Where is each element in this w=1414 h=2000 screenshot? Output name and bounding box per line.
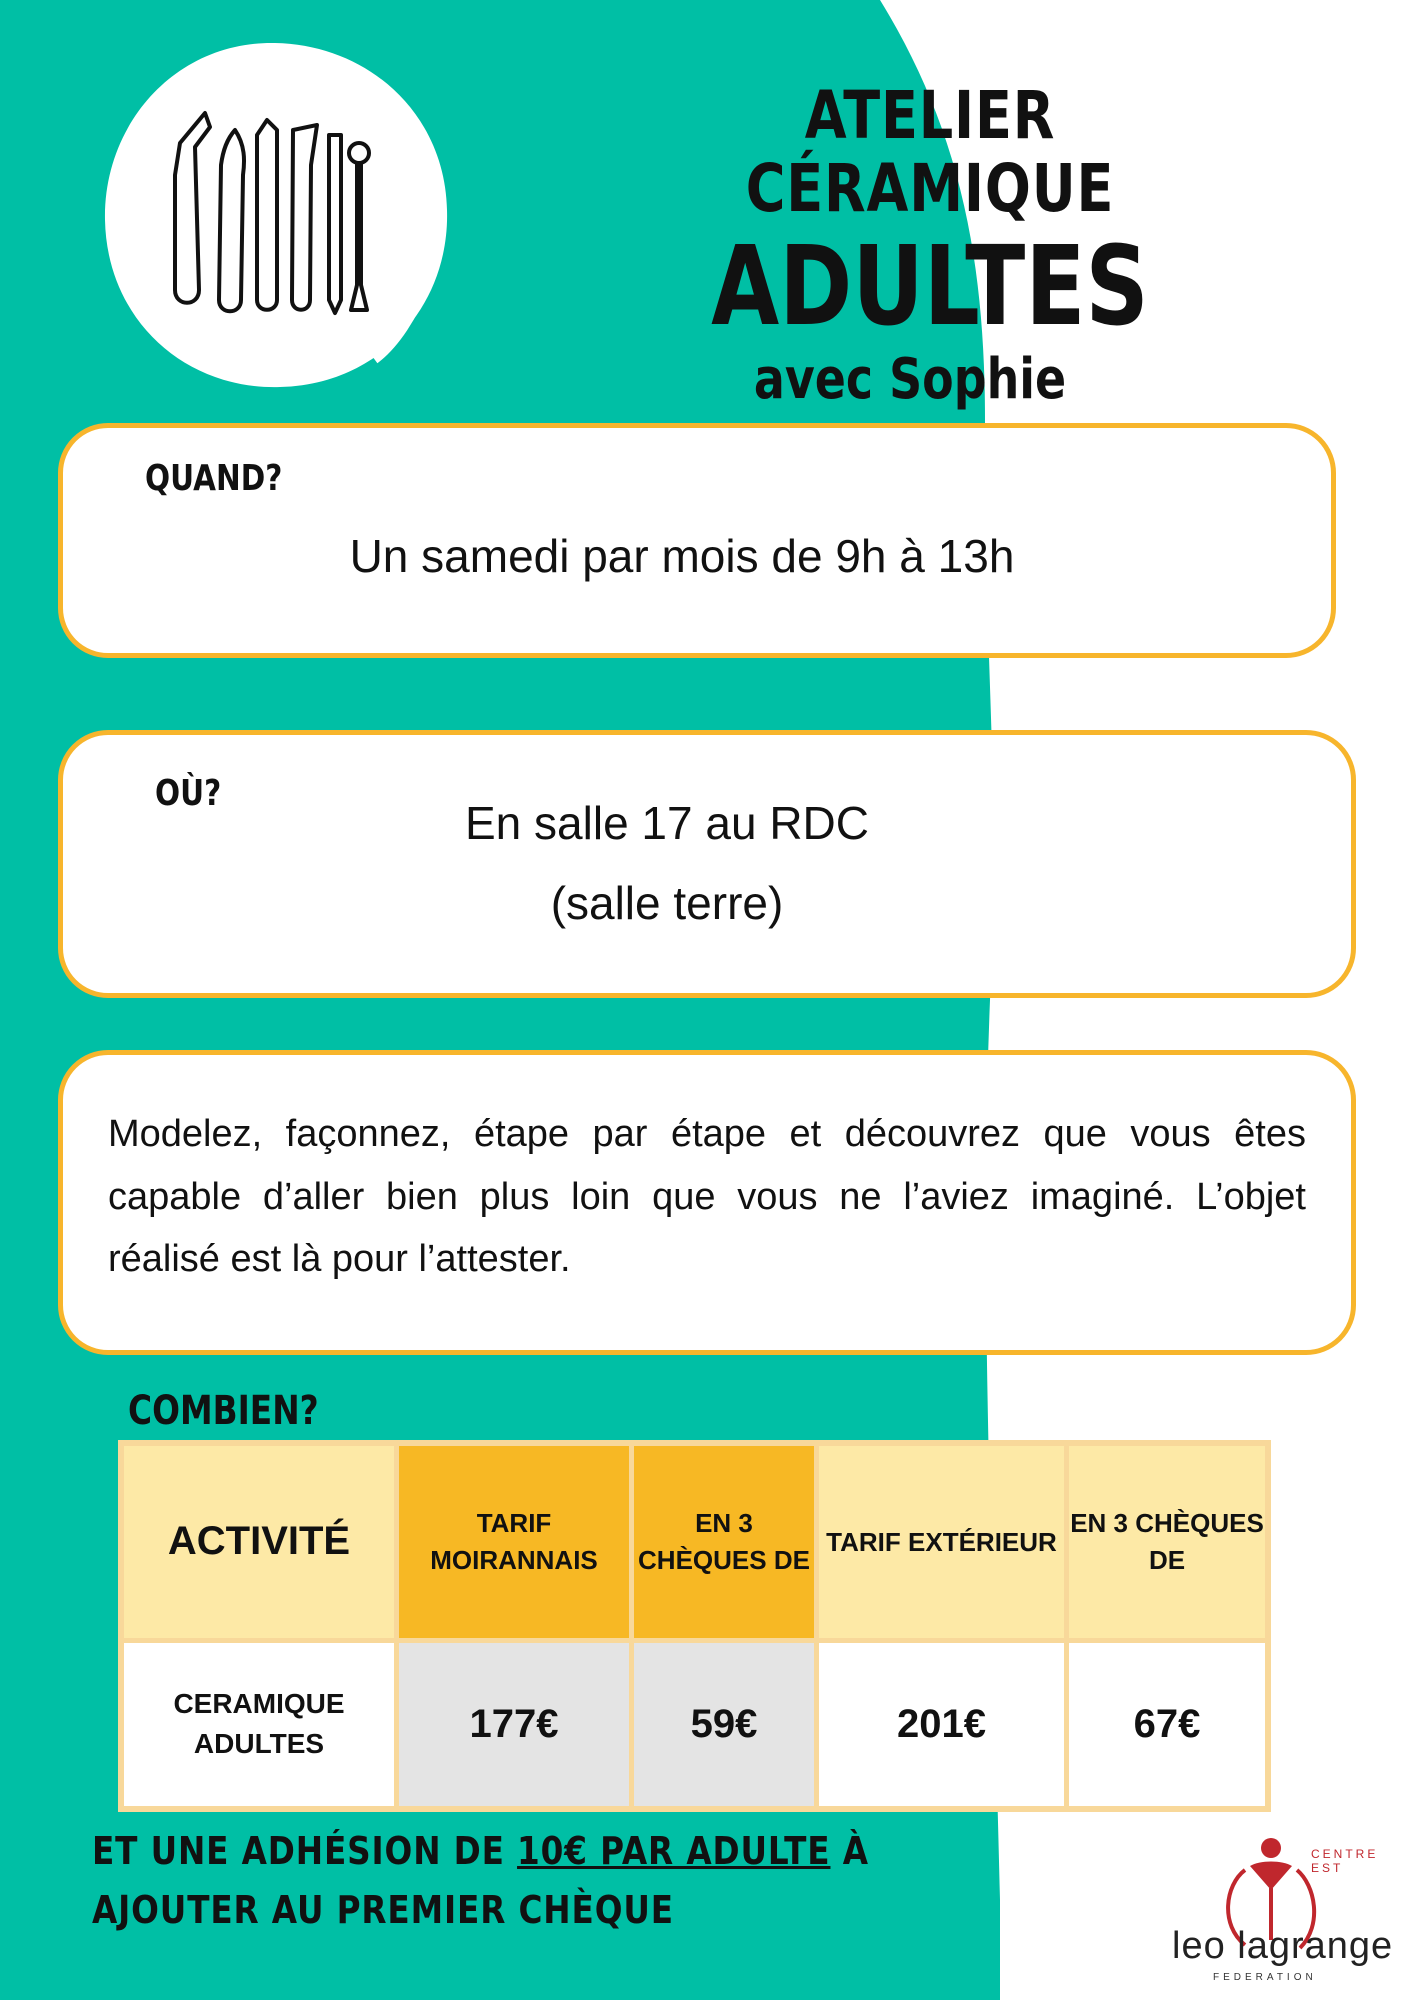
title-adultes: ADULTES: [711, 222, 1149, 351]
cell-tarif-moirannais: 177€: [397, 1640, 632, 1809]
title-avec-sophie: avec Sophie: [753, 346, 1067, 412]
header-cheques-exterieur: EN 3 CHÈQUES DE: [1067, 1443, 1269, 1640]
title-block: [560, 77, 1300, 412]
description-text: Modelez, façonnez, étape par étape et découvrez que vous êtes capable d’aller bien plus loin que vous ne l’aviez imaginé. L’objet réalisé est là pour l’attester.: [108, 1113, 1306, 1281]
header-activite: ACTIVITÉ: [121, 1443, 397, 1640]
when-label: QUAND?: [145, 458, 283, 499]
when-text: Un samedi par mois de 9h à 13h: [349, 530, 1015, 582]
title-atelier-ceramique: ATELIER CÉRAMIQUE: [745, 77, 1115, 227]
table-row: [121, 1640, 1268, 1809]
membership-note-part1: ET UNE ADHÉSION DE: [92, 1829, 518, 1873]
pricing-label: COMBIEN?: [128, 1388, 319, 1434]
cell-tarif-exterieur: 201€: [817, 1640, 1067, 1809]
header-cheques-moirannais: EN 3 CHÈQUES DE: [632, 1443, 817, 1640]
table-header-row: [121, 1443, 1268, 1640]
where-label: OÙ?: [155, 773, 222, 814]
where-line2: (salle terre): [550, 877, 784, 929]
cell-activity: CERAMIQUE ADULTES: [121, 1640, 397, 1809]
cell-cheques-moirannais: 59€: [632, 1640, 817, 1809]
pricing-table: [118, 1440, 1271, 1812]
where-line1: En salle 17 au RDC: [465, 797, 869, 849]
logo-region: CENTRE EST: [1311, 1847, 1379, 1875]
membership-note-underlined: 10€ PAR ADULTE: [517, 1829, 831, 1873]
description-card: [58, 1050, 1356, 1355]
when-card: [58, 423, 1336, 658]
membership-note-part2: À AJOUTER AU PREMIER CHÈQUE: [92, 1829, 869, 1932]
pottery-tools-icon: [95, 35, 455, 395]
cell-cheques-exterieur: 67€: [1067, 1640, 1269, 1809]
where-card: [58, 730, 1356, 998]
membership-note: [92, 1822, 1004, 1940]
logo-federation: FEDERATION: [1213, 1972, 1317, 1983]
logo-name: leo lagrange: [1172, 1925, 1394, 1967]
header-tarif-moirannais: TARIF MOIRANNAIS: [397, 1443, 632, 1640]
header-tarif-exterieur: TARIF EXTÉRIEUR: [817, 1443, 1067, 1640]
